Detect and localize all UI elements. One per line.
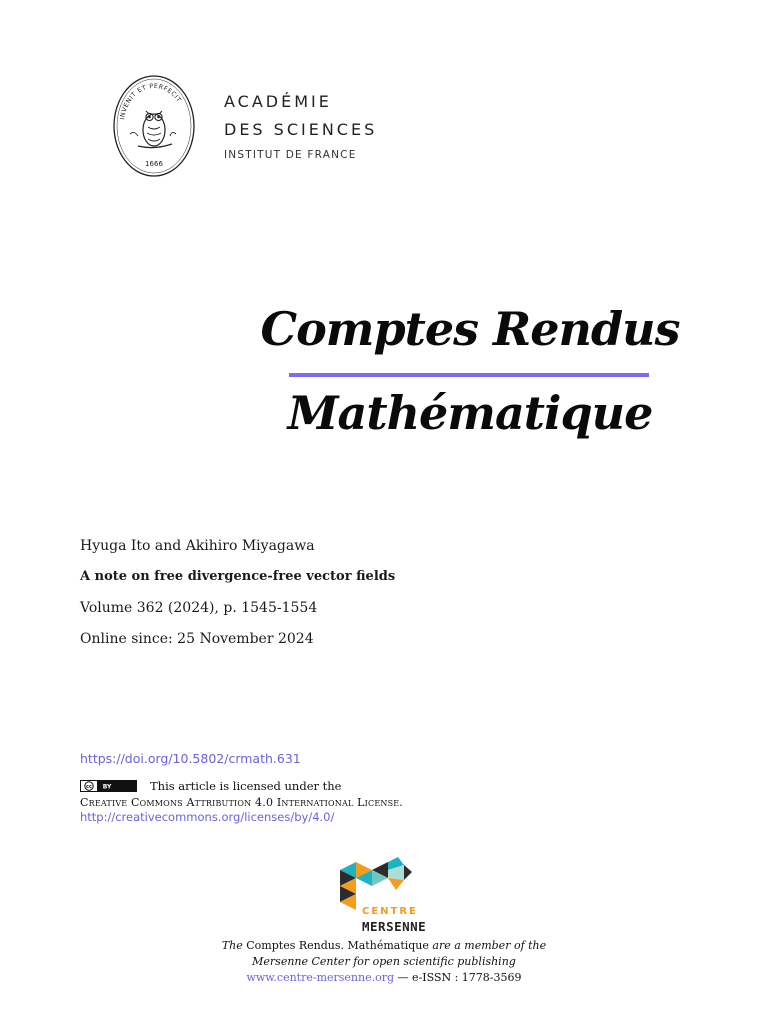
svg-text:cc: cc xyxy=(86,784,92,791)
article-authors: Hyuga Ito and Akihiro Miyagawa xyxy=(80,538,315,554)
cc-by-badge-icon[interactable] xyxy=(80,780,137,792)
footer-line1 xyxy=(184,939,584,952)
academie-institut: INSTITUT DE FRANCE xyxy=(224,149,357,161)
academie-seal-logo xyxy=(110,72,198,180)
footer-the: The xyxy=(221,939,243,952)
journal-title: Comptes Rendus xyxy=(260,302,680,356)
owl-icon xyxy=(130,111,176,148)
footer-journal-name: Comptes Rendus. Mathématique xyxy=(246,939,429,952)
seal-motto: INVENIT ET PERFECIT xyxy=(119,82,183,121)
license-text: This article is licensed under the xyxy=(150,779,342,793)
footer-member-text: are a member of the xyxy=(432,939,547,952)
academie-name-line2: DES SCIENCES xyxy=(224,120,378,139)
title-divider xyxy=(289,373,649,377)
centre-mersenne-link[interactable]: www.centre-mersenne.org xyxy=(246,971,395,984)
license-url-link[interactable]: http://creativecommons.org/licenses/by/4.0/ xyxy=(80,810,335,824)
license-name: Creative Commons Attribution 4.0 International License. xyxy=(80,796,404,809)
seal-year: 1666 xyxy=(145,160,163,168)
article-volume: Volume 362 (2024), p. 1545-1554 xyxy=(80,600,318,616)
footer-line3 xyxy=(184,971,584,984)
footer-issn: — e-ISSN : 1778-3569 xyxy=(397,971,522,984)
cc-badge-label: BY xyxy=(102,783,112,791)
article-online-date: Online since: 25 November 2024 xyxy=(80,631,314,647)
mersenne-logo-word-mersenne: MERSENNE xyxy=(362,919,427,934)
article-title: A note on free divergence-free vector fields xyxy=(80,569,396,584)
mersenne-logo-word-centre: CENTRE xyxy=(362,906,418,917)
footer-line2: Mersenne Center for open scientific publishing xyxy=(252,955,516,968)
journal-subtitle: Mathématique xyxy=(287,386,653,440)
academie-name-line1: ACADÉMIE xyxy=(224,92,332,111)
doi-link[interactable]: https://doi.org/10.5802/crmath.631 xyxy=(80,751,301,766)
